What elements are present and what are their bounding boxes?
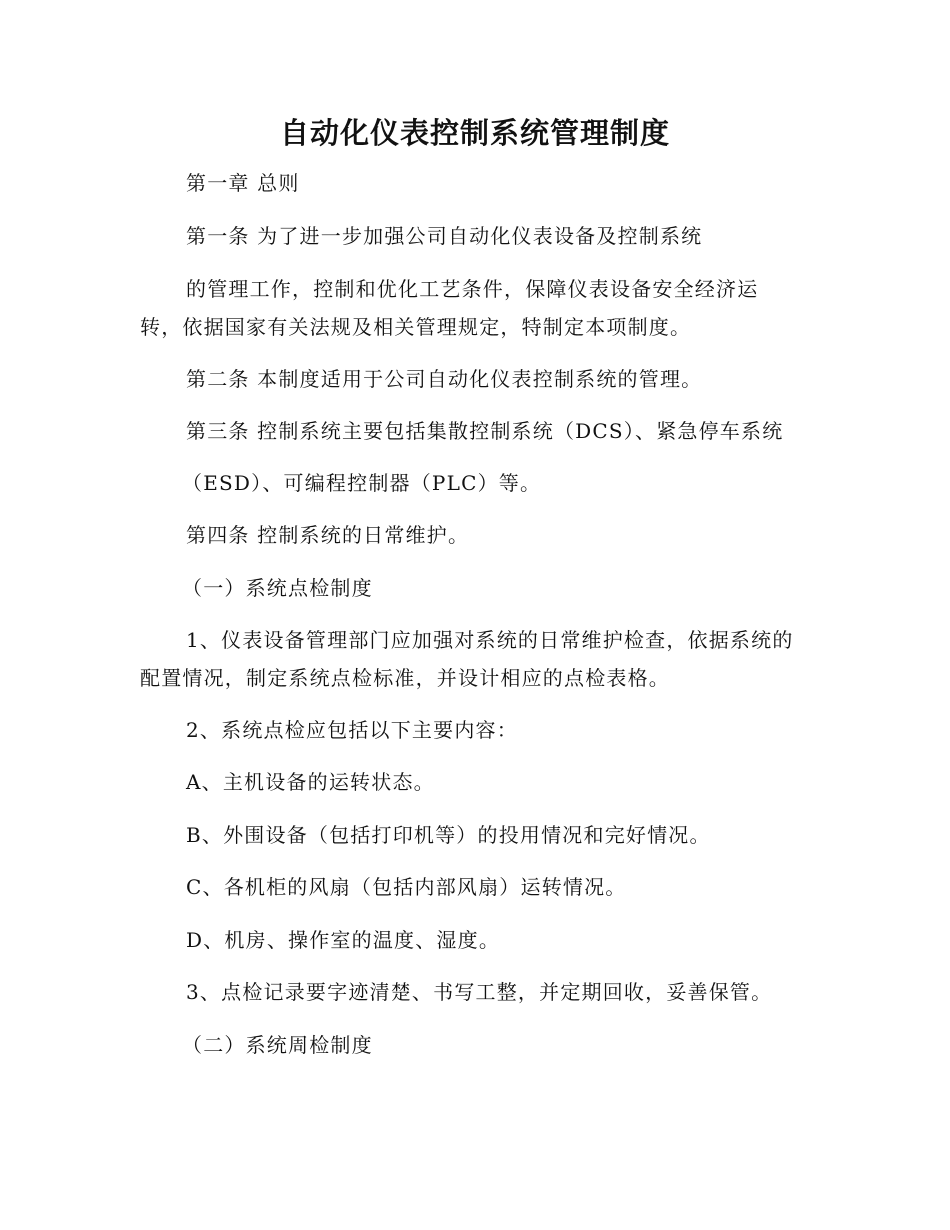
item-1-line-1: 1、仪表设备管理部门应加强对系统的日常维护检查，依据系统的	[186, 628, 794, 652]
section-2-heading: （二）系统周检制度	[182, 1033, 373, 1057]
article-1-line-3: 转，依据国家有关法规及相关管理规定，特制定本项制度。	[140, 315, 692, 339]
section-1-heading: （一）系统点检制度	[182, 576, 373, 600]
chapter-heading: 第一章 总则	[186, 171, 300, 195]
article-3-line-1: 第三条 控制系统主要包括集散控制系统（DCS）、紧急停车系统	[186, 419, 784, 443]
article-1-line-2: 的管理工作，控制和优化工艺条件，保障仪表设备安全经济运	[186, 277, 759, 301]
item-2: 2、系统点检应包括以下主要内容：	[186, 718, 518, 742]
item-2-a: A、主机设备的运转状态。	[186, 770, 435, 794]
item-2-c: C、各机柜的风扇（包括内部风扇）运转情况。	[186, 875, 627, 899]
item-3: 3、点检记录要字迹清楚、书写工整，并定期回收，妥善保管。	[186, 980, 773, 1004]
article-4: 第四条 控制系统的日常维护。	[186, 523, 470, 547]
item-1-line-2: 配置情况，制定系统点检标准，并设计相应的点检表格。	[140, 666, 670, 690]
item-2-b: B、外围设备（包括打印机等）的投用情况和完好情况。	[186, 823, 711, 847]
article-3-line-2: （ESD）、可编程控制器（PLC）等。	[182, 471, 542, 495]
item-2-d: D、机房、操作室的温度、湿度。	[186, 928, 501, 952]
document-title: 自动化仪表控制系统管理制度	[279, 116, 670, 150]
article-2: 第二条 本制度适用于公司自动化仪表控制系统的管理。	[186, 367, 703, 391]
article-1-line-1: 第一条 为了进一步加强公司自动化仪表设备及控制系统	[186, 224, 703, 248]
